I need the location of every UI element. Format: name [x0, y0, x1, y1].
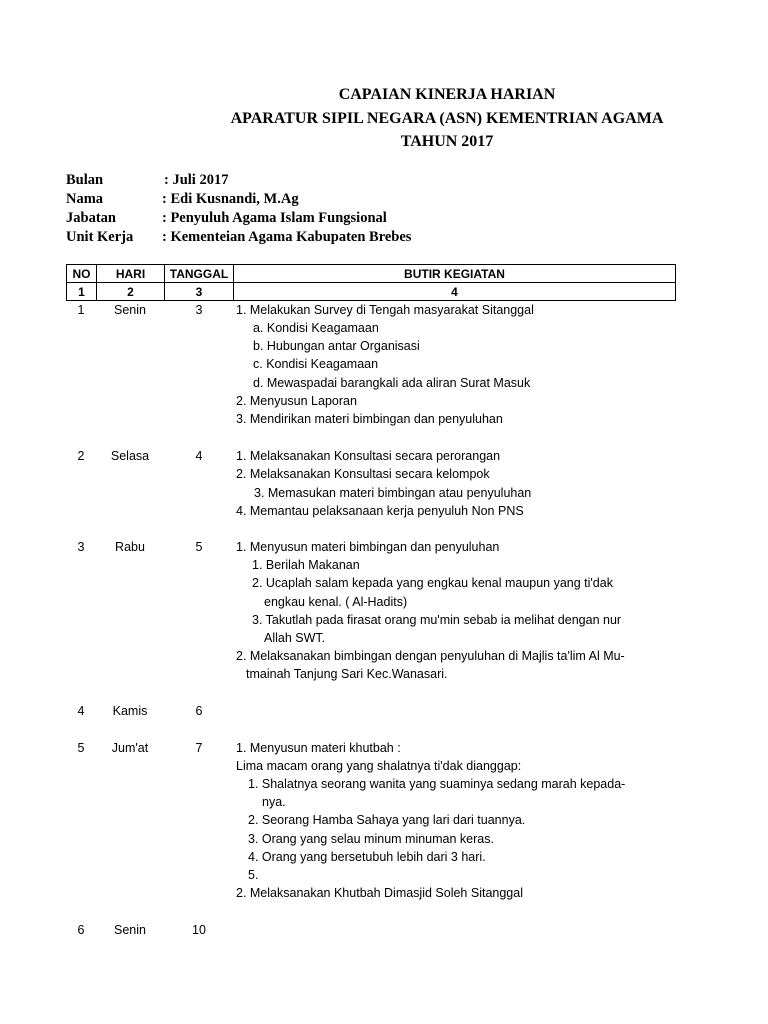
- info-key: Jabatan: [66, 210, 116, 226]
- entry-no: 4: [77, 704, 85, 718]
- activity-line: 1. Berilah Makanan: [252, 558, 360, 572]
- activity-line: 5.: [248, 868, 259, 882]
- entry-tanggal: 6: [195, 704, 203, 718]
- activity-line: 2. Melaksanakan Khutbah Dimasjid Soleh Sitanggal: [236, 886, 523, 900]
- activity-line: b. Hubungan antar Organisasi: [253, 339, 420, 353]
- table-header: [66, 264, 676, 301]
- entry-no: 3: [77, 540, 85, 554]
- header-num-4: 4: [234, 283, 676, 301]
- header-no: NO: [67, 265, 97, 283]
- activity-line: 2. Menyusun Laporan: [236, 394, 357, 408]
- title-line-2: APARATUR SIPIL NEGARA (ASN) KEMENTRIAN AGAMA: [230, 110, 664, 127]
- entry-tanggal: 5: [195, 540, 203, 554]
- entry-hari: Senin: [114, 923, 146, 937]
- activity-line: 1. Menyusun materi khutbah :: [236, 741, 401, 755]
- title-line-1: CAPAIAN KINERJA HARIAN: [338, 86, 556, 103]
- header-hari: HARI: [97, 265, 165, 283]
- activity-line: 2. Melaksanakan Konsultasi secara kelompok: [236, 467, 490, 481]
- info-value: : Edi Kusnandi, M.Ag: [162, 191, 299, 207]
- activity-line: 4. Memantau pelaksanaan kerja penyuluh Non PNS: [236, 504, 524, 518]
- entry-hari: Selasa: [110, 449, 150, 463]
- activity-line: 1. Melaksanakan Konsultasi secara perorangan: [236, 449, 501, 463]
- entry-tanggal: 7: [195, 741, 203, 755]
- entry-tanggal: 3: [195, 303, 203, 317]
- header-numbers-row: [67, 283, 676, 301]
- activity-line: 3. Orang yang selau minum minuman keras.: [248, 832, 494, 846]
- entry-tanggal: 10: [192, 923, 206, 937]
- activity-line: 2. Seorang Hamba Sahaya yang lari dari tuannya.: [248, 813, 526, 827]
- header-num-2: 2: [97, 283, 165, 301]
- entry-hari: Senin: [114, 303, 146, 317]
- activity-line: engkau kenal. ( Al-Hadits): [264, 595, 408, 609]
- activity-line: a. Kondisi Keagamaan: [253, 321, 379, 335]
- info-key: Bulan: [66, 172, 104, 188]
- entry-hari: Jum'at: [111, 741, 149, 755]
- header-num-1: 1: [67, 283, 97, 301]
- activity-line: Lima macam orang yang shalatnya ti'dak dianggap:: [236, 759, 522, 773]
- entry-no: 5: [77, 741, 85, 755]
- entry-no: 1: [77, 303, 85, 317]
- activity-line: 1. Shalatnya seorang wanita yang suaminya sedang marah kepada-: [248, 777, 626, 791]
- activity-line: 3. Takutlah pada firasat orang mu'min sebab ia melihat dengan nur: [252, 613, 622, 627]
- activity-line: d. Mewaspadai barangkali ada aliran Surat Masuk: [253, 376, 531, 390]
- activity-line: nya.: [262, 795, 286, 809]
- activity-line: tmainah Tanjung Sari Kec.Wanasari.: [246, 667, 448, 681]
- entry-no: 2: [77, 449, 85, 463]
- activity-line: 3. Memasukan materi bimbingan atau penyuluhan: [254, 486, 532, 500]
- info-key: Nama: [66, 191, 104, 207]
- header-num-3: 3: [165, 283, 234, 301]
- activity-line: c. Kondisi Keagamaan: [253, 357, 379, 371]
- activity-line: 1. Menyusun materi bimbingan dan penyuluhan: [236, 540, 500, 554]
- info-key: Unit Kerja: [66, 229, 134, 245]
- entry-tanggal: 4: [195, 449, 203, 463]
- title-line-3: TAHUN 2017: [400, 133, 494, 150]
- activity-line: 2. Melaksanakan bimbingan dengan penyuluhan di Majlis ta'lim Al Mu-: [236, 649, 625, 663]
- info-value: : Juli 2017: [164, 172, 229, 188]
- header-butir-kegiatan: BUTIR KEGIATAN: [234, 265, 676, 283]
- header-tanggal: TANGGAL: [165, 265, 234, 283]
- entry-hari: Kamis: [112, 704, 148, 718]
- entry-hari: Rabu: [115, 540, 145, 554]
- activity-line: Allah SWT.: [264, 631, 326, 645]
- activity-line: 3. Mendirikan materi bimbingan dan penyuluhan: [236, 412, 503, 426]
- activity-line: 1. Melakukan Survey di Tengah masyarakat Sitanggal: [236, 303, 534, 317]
- entry-no: 6: [77, 923, 85, 937]
- header-labels-row: [67, 265, 676, 283]
- activity-line: 4. Orang yang bersetubuh lebih dari 3 hari.: [248, 850, 486, 864]
- activity-line: 2. Ucaplah salam kepada yang engkau kenal maupun yang ti'dak: [252, 576, 613, 590]
- info-value: : Kementeian Agama Kabupaten Brebes: [162, 229, 412, 245]
- info-value: : Penyuluh Agama Islam Fungsional: [162, 210, 387, 226]
